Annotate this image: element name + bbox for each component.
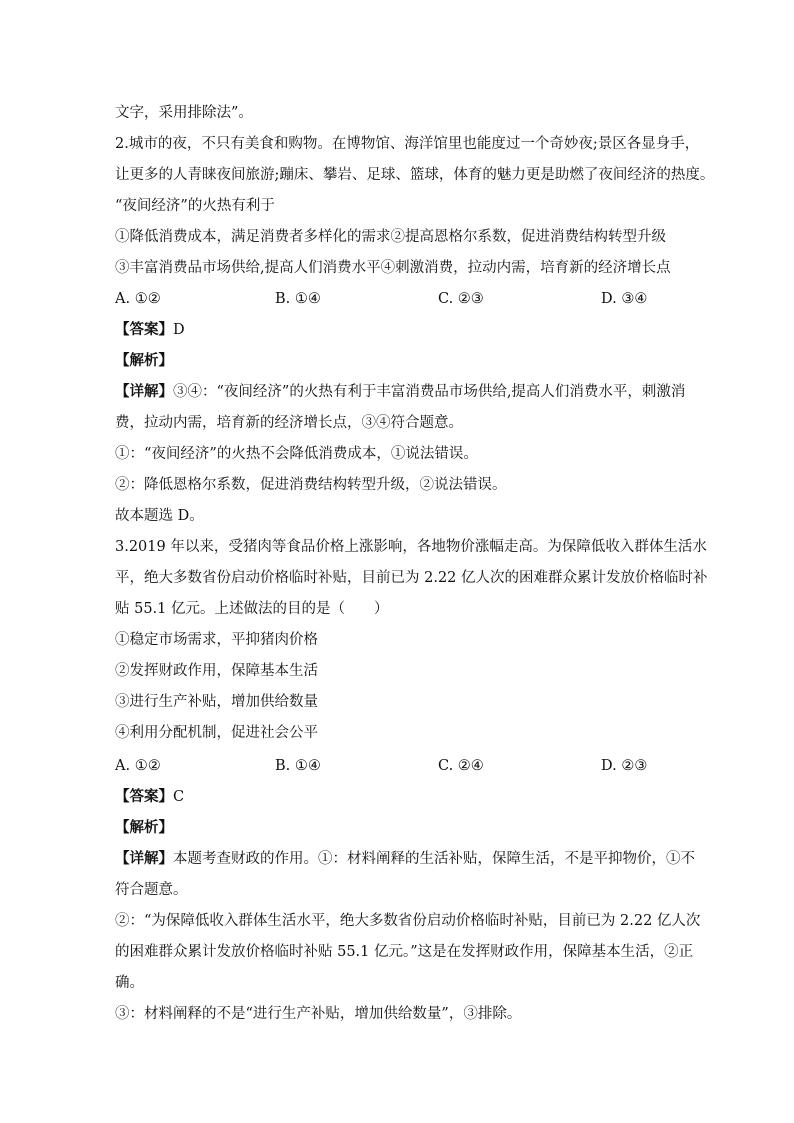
q2-answer-value: D (173, 322, 185, 338)
q2-answer (115, 320, 705, 340)
q3-stem-line-2: 平，绝大多数省份启动价格临时补贴，目前已为 2.22 亿人次的困难群众累计发放价格临时补 (115, 570, 708, 586)
q2-stem-line-3: “夜间经济”的火热有利于 (115, 198, 275, 214)
continued-text: 文字，采用排除法”。 (115, 105, 253, 121)
q3-stem-line-3: 贴 55.1 亿元。上述做法的目的是（ ） (115, 601, 389, 617)
q3-item-4: ④利用分配机制，促进社会公平 (115, 725, 318, 741)
q3-detail-line-6: ③：材料阐释的不是“进行生产补贴，增加供给数量”，③排除。 (115, 1006, 522, 1022)
q2-stem-line-2: 让更多的人青睐夜间旅游;蹦床、攀岩、足球、篮球，体育的魅力更是助燃了夜间经济的热度。 (115, 167, 715, 183)
q3-detail-line-4: 的困难群众累计发放价格临时补贴 55.1 亿元。”这是在发挥财政作用，保障基本生活，②正 (115, 944, 694, 960)
q2-detail-tag: 【详解】 (115, 383, 173, 400)
q2-stem-line-1: 2.城市的夜，不只有美食和购物。在博物馆、海洋馆里也能度过一个奇妙夜;景区各显身手， (115, 136, 700, 152)
q3-detail-line-5: 确。 (115, 975, 144, 991)
q3-option-b: B. ①④ (275, 758, 321, 774)
q2-option-a: A. ①② (115, 291, 161, 307)
q2-option-b: B. ①④ (275, 291, 321, 307)
q2-detail-line-2: 费，拉动内需，培育新的经济增长点，③④符合题意。 (115, 415, 463, 431)
q3-detail-text-1: 本题考查财政的作用。①：材料阐释的生活补贴，保障生活，不是平抑物价，①不 (173, 851, 695, 867)
q3-answer (115, 787, 705, 807)
q3-option-a: A. ①② (115, 758, 161, 774)
q2-analysis-tag: 【解析】 (115, 352, 173, 369)
q2-option-c: C. ②③ (438, 291, 484, 307)
q2-detail-line-5: 故本题选 D。 (115, 508, 204, 524)
q3-detail-line-3: ②：“为保障低收入群体生活水平，绝大多数省份启动价格临时补贴，目前已为 2.22 亿人次 (115, 913, 701, 929)
q2-option-d: D. ③④ (601, 291, 648, 307)
q2-detail-line-1 (115, 382, 705, 402)
q3-detail-line-2: 符合题意。 (115, 882, 188, 898)
q2-detail-line-3: ①：“夜间经济”的火热不会降低消费成本，①说法错误。 (115, 446, 478, 462)
q2-item-line-2: ③丰富消费品市场供给,提高人们消费水平④刺激消费，拉动内需，培育新的经济增长点 (115, 260, 671, 276)
q3-answer-tag: 【答案】 (115, 788, 173, 805)
q2-item-line-1: ①降低消费成本，满足消费者多样化的需求②提高恩格尔系数，促进消费结构转型升级 (115, 229, 666, 245)
q3-item-2: ②发挥财政作用，保障基本生活 (115, 663, 318, 679)
q3-analysis-tag: 【解析】 (115, 819, 173, 836)
q3-options (115, 756, 715, 776)
q3-answer-value: C (173, 789, 185, 805)
q2-options (115, 289, 715, 309)
q3-option-d: D. ②③ (601, 758, 648, 774)
q3-item-1: ①稳定市场需求，平抑猪肉价格 (115, 632, 318, 648)
q3-item-3: ③进行生产补贴，增加供给数量 (115, 694, 318, 710)
q2-detail-line-4: ②：降低恩格尔系数，促进消费结构转型升级，②说法错误。 (115, 477, 507, 493)
q3-detail-tag: 【详解】 (115, 850, 173, 867)
q3-stem-line-1: 3.2019 年以来，受猪肉等食品价格上涨影响，各地物价涨幅走高。为保障低收入群体生活水 (115, 539, 707, 555)
q3-option-c: C. ②④ (438, 758, 484, 774)
q2-detail-text-1: ③④：“夜间经济”的火热有利于丰富消费品市场供给,提高人们消费水平，刺激消 (173, 384, 686, 400)
q2-answer-tag: 【答案】 (115, 321, 173, 338)
q3-detail-line-1 (115, 849, 705, 869)
